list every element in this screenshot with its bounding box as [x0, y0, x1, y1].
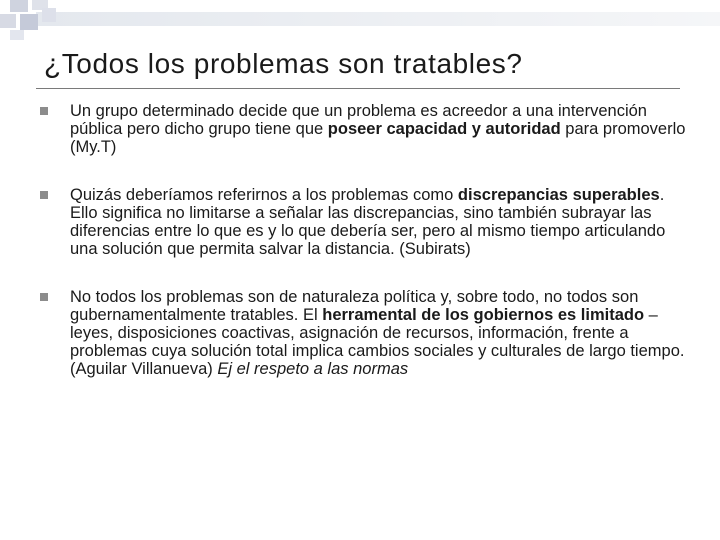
bullet-segment: . Ello significa no limitarse a señalar las discrepancias, sino también subrayar las diferencias entre lo que es y lo que debería ser, pero al mismo tiempo articulando una solución que permita salvar la distancia. (Subirats) — [70, 186, 666, 258]
deco-square — [10, 0, 28, 12]
bullet-segment: para promoverlo (My.T) — [70, 120, 686, 156]
bullet-emphasis: discrepancias superables — [457, 186, 660, 204]
bullet-list — [30, 102, 690, 378]
square-bullet-icon — [40, 107, 48, 115]
deco-square — [20, 14, 38, 30]
deco-square — [42, 8, 56, 22]
square-bullet-icon — [40, 293, 48, 301]
bullet-item — [30, 102, 690, 156]
bullet-segment: Un grupo determinado decide que un problema es acreedor a una intervención pública pero dicho grupo tiene que — [70, 102, 647, 138]
bullet-segment: Quizás deberíamos referirnos a los problemas como — [70, 186, 458, 204]
square-bullet-icon — [40, 191, 48, 199]
bullet-item — [30, 186, 690, 258]
bullet-segment: No todos los problemas son de naturaleza política y, sobre todo, no todos son gubernamentalmente tratables. El — [70, 288, 639, 324]
title-divider — [36, 88, 680, 89]
bullet-emphasis: poseer capacidad y autoridad — [327, 120, 561, 138]
bullet-item — [30, 288, 690, 378]
slide-title: ¿Todos los problemas son tratables? — [44, 48, 523, 79]
header-decoration — [0, 0, 720, 40]
deco-square — [10, 30, 24, 40]
bullet-text — [70, 288, 684, 378]
bullet-example: Ej el respeto a las normas — [217, 360, 409, 378]
bullet-segment: – leyes, disposiciones coactivas, asignación de recursos, información, frente a problemas cuya solución total implica cambios sociales y culturales de largo tiempo. (Aguilar Villanueva) — [70, 306, 685, 378]
bullet-emphasis: herramental de los gobiernos es limitado — [322, 306, 645, 324]
bullet-text — [70, 186, 665, 258]
deco-square — [0, 14, 16, 28]
header-bar — [36, 12, 720, 26]
bullet-text — [70, 102, 685, 156]
